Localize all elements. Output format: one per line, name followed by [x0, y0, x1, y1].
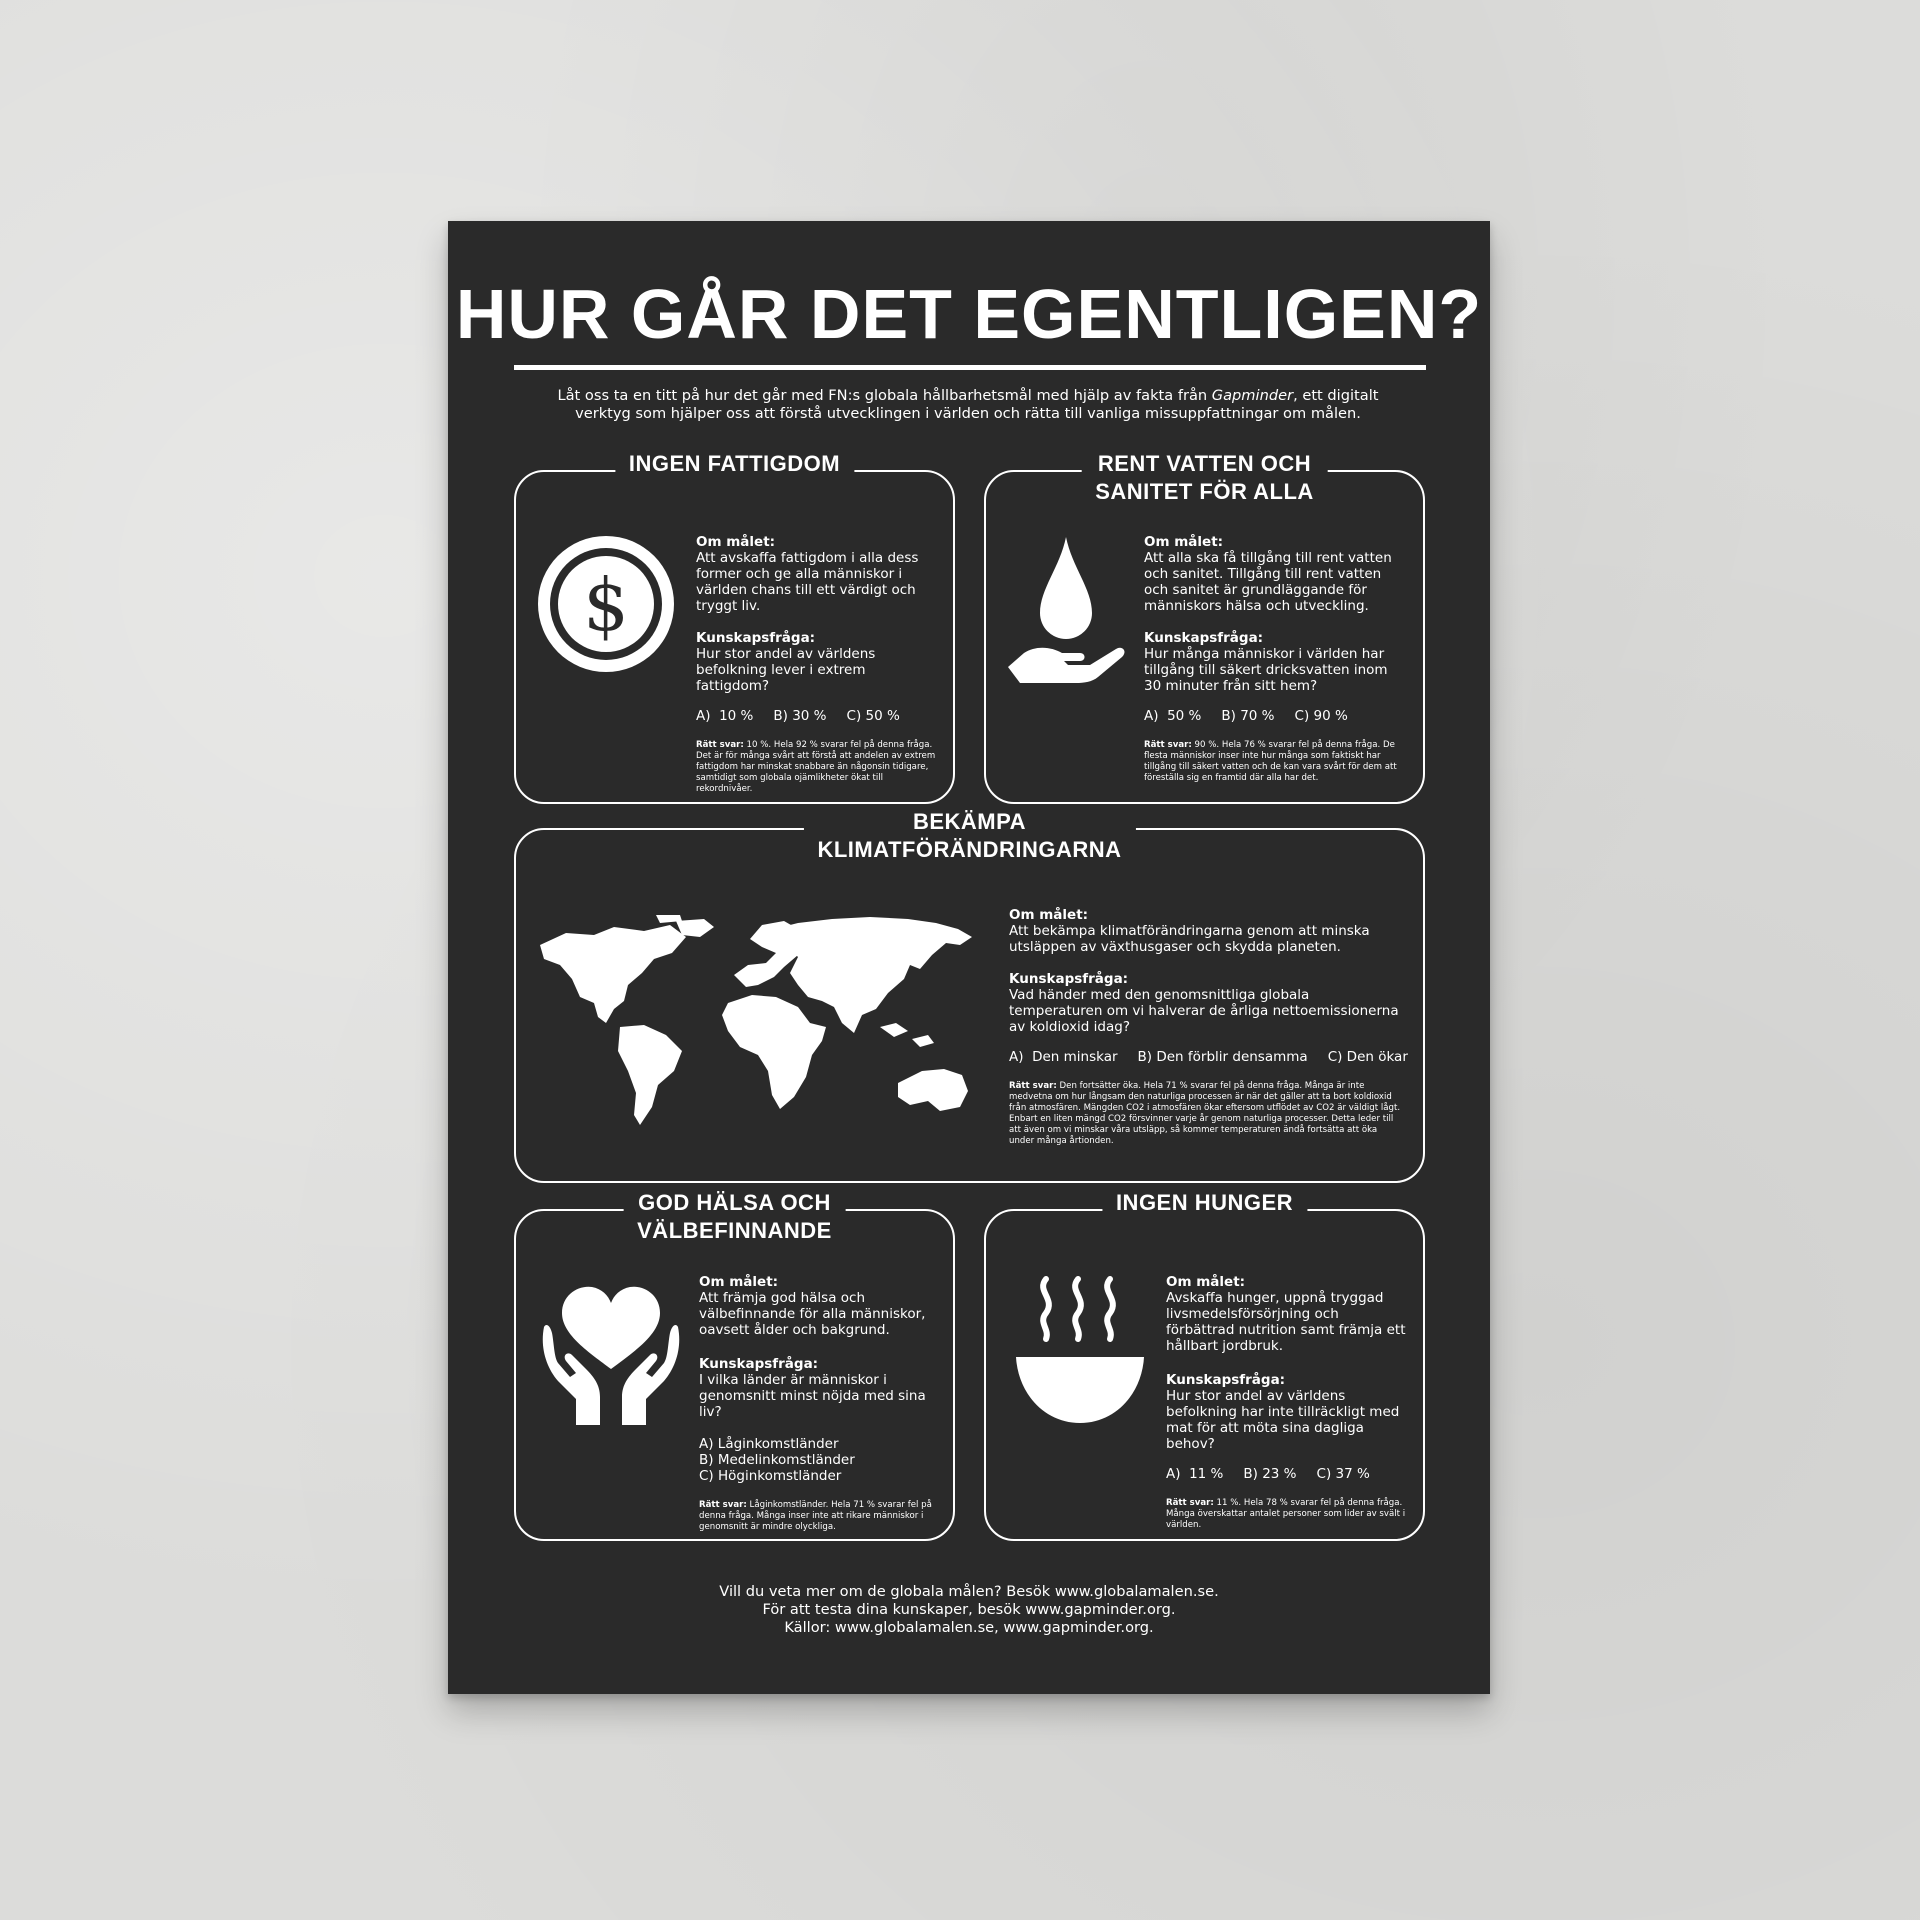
card-body: [699, 1274, 936, 1533]
answer-body: 10 %. Hela 92 % svarar fel på denna fråga. Det är för många svårt att förstå att andelen av extrem fattigdom har minskat snabbare än någonsin tidigare, samtidigt som globala ojämlikheter ökat till rekordnivåer.: [696, 740, 936, 794]
question-text: Vad händer med den genomsnittliga globala temperaturen om vi halverar de årliga nettoemissionerna av koldioxid idag?: [1009, 987, 1399, 1035]
intro-gapminder: Gapminder: [1211, 387, 1294, 404]
option-a: A) 10 %: [696, 708, 754, 724]
card-no-hunger: [984, 1190, 1425, 1541]
answer-label: Rätt svar:: [699, 1500, 747, 1510]
answer-options: [1144, 708, 1406, 724]
question-text: Hur stor andel av världens befolkning lever i extrem fattigdom?: [696, 646, 876, 694]
answer-text: [1144, 740, 1406, 784]
option-c: C) Den ökar: [1327, 1049, 1408, 1065]
card-body: [1166, 1274, 1406, 1531]
about-text: Att främja god hälsa och välbefinnande för alla människor, oavsett ålder och bakgrund.: [699, 1290, 926, 1338]
card-title: INGEN FATTIGDOM: [615, 450, 854, 478]
card-title-line: KLIMATFÖRÄNDRINGARNA: [817, 837, 1122, 862]
about-label: Om målet:: [1144, 534, 1224, 550]
answer-label: Rätt svar:: [696, 740, 744, 750]
intro-text: [528, 387, 1408, 423]
footer-line: Källor: www.globalamalen.se, www.gapminder.org.: [784, 1619, 1154, 1636]
card-no-poverty: [514, 451, 955, 804]
world-map-icon: [536, 915, 976, 1149]
card-title-line: GOD HÄLSA OCH: [638, 1190, 831, 1215]
about-text: Att avskaffa fattigdom i alla dess former och ge alla människor i världen chans till ett värdigt och tryggt liv.: [696, 550, 919, 614]
about-label: Om målet:: [699, 1274, 779, 1290]
card-title: [623, 1189, 846, 1245]
option-c: C) 90 %: [1294, 708, 1348, 724]
answer-options: [1009, 1049, 1408, 1065]
card-title-line: BEKÄMPA: [912, 809, 1027, 834]
option-b: B) 70 %: [1221, 708, 1275, 724]
card-clean-water: [984, 451, 1425, 804]
answer-label: Rätt svar:: [1166, 1498, 1214, 1508]
option-a: A) Låginkomstländer: [699, 1436, 839, 1452]
intro-part: Låt oss ta en titt på hur det går med FN:s globala hållbarhetsmål med hjälp av fakta från: [557, 387, 1212, 404]
option-a: A) 11 %: [1166, 1466, 1224, 1482]
answer-body: Låginkomstländer. Hela 71 % svarar fel på denna fråga. Många inser inte att rikare människor i genomsnitt är mindre olyckliga.: [699, 1500, 932, 1532]
question-label: Kunskapsfråga:: [1166, 1372, 1286, 1388]
footer-line: Vill du veta mer om de globala målen? Besök www.globalamalen.se.: [719, 1583, 1219, 1600]
card-body: [696, 534, 936, 795]
about-text: Att alla ska få tillgång till rent vatten och sanitet. Tillgång till rent vatten och sanitet är grundläggande för människors hälsa och utveckling.: [1144, 550, 1392, 614]
card-title: [1081, 450, 1328, 506]
option-b: B) Medelinkomstländer: [699, 1452, 855, 1468]
option-c: C) Höginkomstländer: [699, 1468, 842, 1484]
card-climate: [514, 809, 1425, 1183]
answer-body: Den fortsätter öka. Hela 71 % svarar fel på denna fråga. Många är inte medvetna om hur långsam den naturliga processen är när det gäller att ta bort koldioxid från atmosfären. Mängden CO2 i atmosfären ökar eftersom utflödet av CO2 är väldigt lågt. Enbart en liten mängd CO2 försvinner varje år genom naturliga processer. Detta leder till att även om vi minskar våra utsläpp, så kommer temperaturen ändå fortsätta att öka under många årtionden.: [1009, 1081, 1401, 1146]
answer-options: [1166, 1466, 1406, 1482]
about-text: Att bekämpa klimatförändringarna genom att minska utsläppen av växthusgaser och skydda planeten.: [1009, 923, 1370, 955]
answer-text: [1166, 1498, 1406, 1531]
answer-body: 11 %. Hela 78 % svarar fel på denna fråga. Många överskattar antalet personer som lider av svält i världen.: [1166, 1498, 1406, 1530]
question-label: Kunskapsfråga:: [699, 1356, 819, 1372]
question-text: I vilka länder är människor i genomsnitt minst nöjda med sina liv?: [699, 1372, 926, 1420]
answer-options: [699, 1436, 936, 1484]
answer-text: [1009, 1081, 1404, 1147]
about-label: Om målet:: [1166, 1274, 1246, 1290]
answer-text: [696, 740, 936, 795]
about-label: Om målet:: [696, 534, 776, 550]
card-title-line: RENT VATTEN OCH: [1097, 451, 1312, 476]
answer-options: [696, 708, 936, 724]
answer-body: 90 %. Hela 76 % svarar fel på denna fråga. De flesta människor inser inte hur många som faktiskt har tillgång till säkert vatten och de kan vara svårt för dem att föreställa sig en framtid där alla har det.: [1144, 740, 1397, 783]
option-b: B) Den förblir densamma: [1137, 1049, 1308, 1065]
option-b: B) 23 %: [1243, 1466, 1297, 1482]
answer-text: [699, 1500, 936, 1533]
question-label: Kunskapsfråga:: [1009, 971, 1129, 987]
intro-part: , ett digitalt verktyg som hjälper oss att förstå utvecklingen i världen och rätta till vanliga missuppfattningar om målen.: [575, 387, 1379, 422]
card-title-line: VÄLBEFINNANDE: [637, 1218, 832, 1243]
svg-text:$: $: [583, 563, 629, 647]
option-c: C) 37 %: [1316, 1466, 1370, 1482]
water-drop-hand-icon: [1006, 537, 1126, 691]
card-good-health: [514, 1190, 955, 1541]
card-title-line: SANITET FÖR ALLA: [1095, 479, 1314, 504]
option-c: C) 50 %: [846, 708, 900, 724]
card-body: [1009, 907, 1408, 1147]
option-b: B) 30 %: [773, 708, 827, 724]
dollar-coin-icon: [536, 534, 676, 678]
steaming-bowl-icon: [1016, 1273, 1146, 1437]
question-label: Kunskapsfråga:: [1144, 630, 1264, 646]
answer-label: Rätt svar:: [1009, 1081, 1057, 1091]
footer-line: För att testa dina kunskaper, besök www.gapminder.org.: [762, 1601, 1176, 1618]
poster-footer: [448, 1583, 1490, 1637]
about-text: Avskaffa hunger, uppnå tryggad livsmedelsförsörjning och förbättrad nutrition samt främja ett hållbart jordbruk.: [1166, 1290, 1406, 1354]
question-text: Hur många människor i världen har tillgång till säkert dricksvatten inom 30 minuter från sitt hem?: [1144, 646, 1388, 694]
poster-title: HUR GÅR DET EGENTLIGEN?: [455, 275, 1483, 353]
card-body: [1144, 534, 1406, 784]
option-a: A) 50 %: [1144, 708, 1202, 724]
heart-hands-icon: [536, 1277, 686, 1431]
answer-label: Rätt svar:: [1144, 740, 1192, 750]
about-label: Om målet:: [1009, 907, 1089, 923]
question-label: Kunskapsfråga:: [696, 630, 816, 646]
card-title: INGEN HUNGER: [1102, 1189, 1307, 1217]
poster: [448, 221, 1490, 1694]
question-text: Hur stor andel av världens befolkning har inte tillräckligt med mat för att möta sina dagliga behov?: [1166, 1388, 1400, 1452]
card-title: [803, 808, 1135, 864]
title-divider: [514, 365, 1426, 370]
option-a: A) Den minskar: [1009, 1049, 1118, 1065]
